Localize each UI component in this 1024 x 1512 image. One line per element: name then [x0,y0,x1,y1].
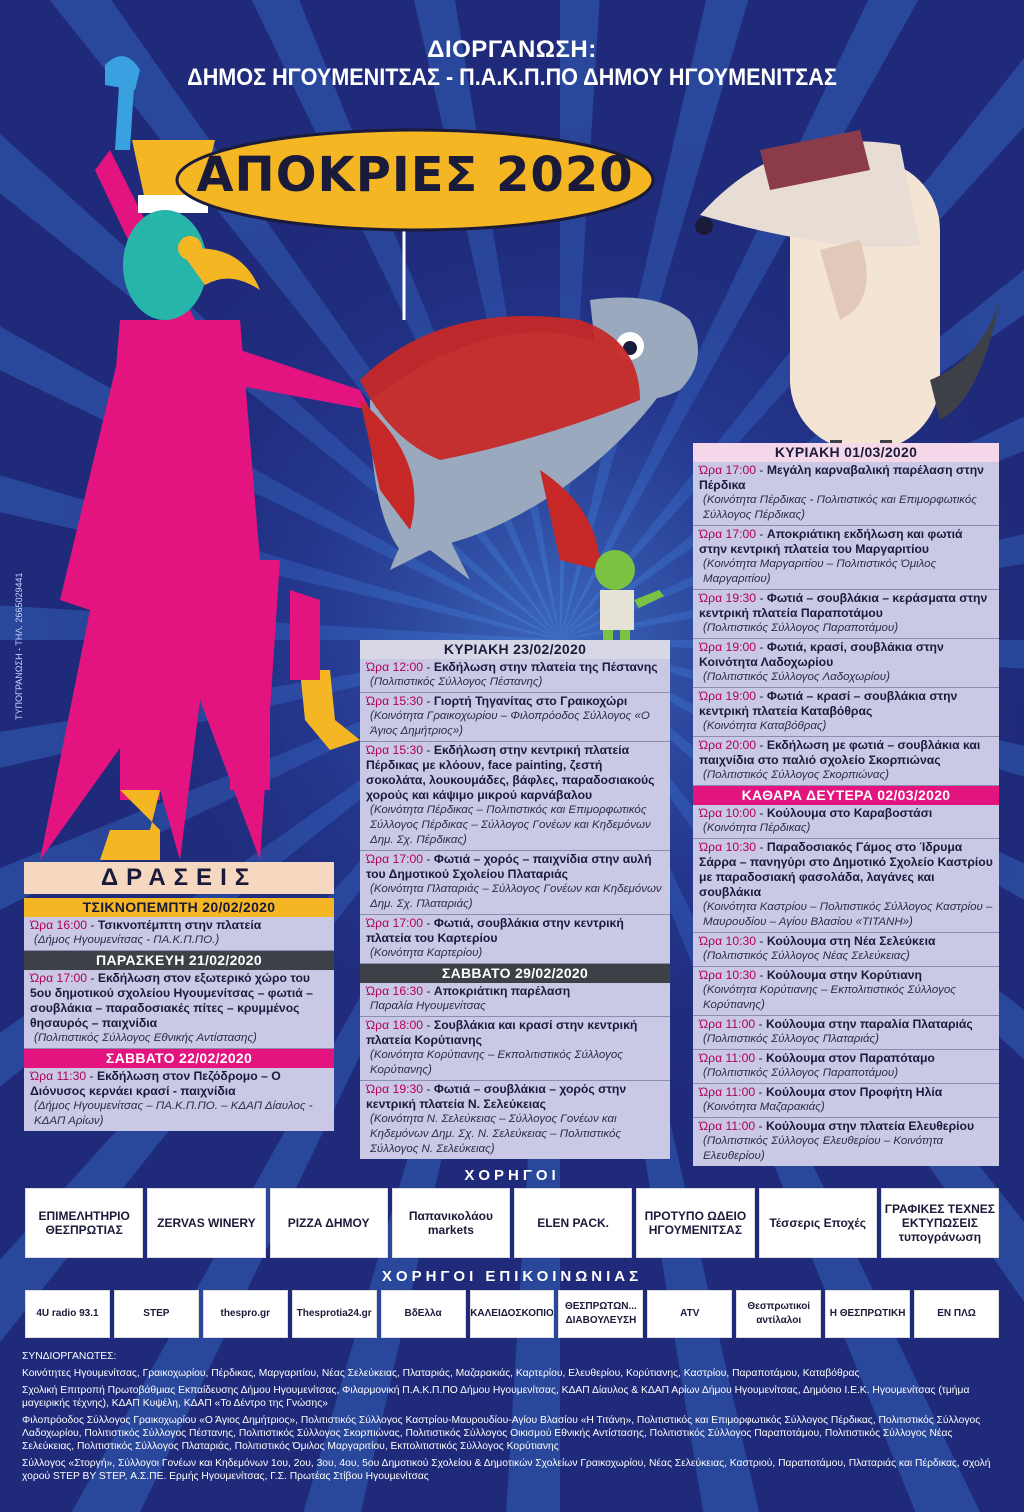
event-organizer: (Πολιτιστικός Σύλλογος Λαδοχωρίου) [703,671,890,683]
event-line: Ώρα 15:30 - Εκδήλωση στην κεντρική πλατεία Πέρδικας με κλόουν, face painting, ζεστή σοκολάτα, λουκουμάδες, βάφλες, παραδοσιακούς χορούς και κάψιμο μικρού καρνάβαλου [366,743,655,802]
event-organizer: (Πολιτιστικός Σύλλογος Ελευθερίου – Κοινότητα Ελευθερίου) [703,1135,944,1162]
sponsor-logo: Η ΘΕΣΠΡΩΤΙΚΗ [825,1290,910,1338]
event-text: Εκδήλωση στον εξωτερικό χώρο του 5ου δημοτικού σχολείου Ηγουμενίτσας – φωτιά – σουβλάκια – παραδοσιακές πίτες – κρυμμένος θησαυρός – παιχνίδια [30,971,313,1030]
event-text: Φωτιά, κρασί, σουβλάκια στην Κοινότητα Λαδοχωρίου [699,640,944,669]
event-organizer: (Κοινότητα Πέρδικας) [703,822,811,834]
event-item [693,526,999,590]
coorganizer-paragraph: Σχολική Επιτροπή Πρωτοβάθμιας Εκπαίδευσης Δήμου Ηγουμενίτσας, Φιλαρμονική Π.Α.Κ.Π.ΠΟ Δήμου Ηγουμενίτσας, ΚΔΑΠ Δίαυλος & ΚΔΑΠ Αρίων Δήμου Ηγουμενίτσας, Δημόσιο Ι.Ε.Κ. Ηγουμενίτσας (τμήμα μαγειρικής τέχνης), ΚΔΑΠ Κυψέλη, ΚΔΑΠ «Το Δέντρο της Γνώσης» [22,1385,970,1409]
sponsor-logo: ZERVAS WINERY [147,1188,265,1258]
event-item [693,688,999,737]
event-text: Κούλουμα στην Κορύτιανη [766,968,922,982]
event-item [360,983,670,1017]
middle-events-panel [360,640,670,1159]
event-line: Ώρα 11:00 - Κούλουμα στην παραλία Πλαταριάς [699,1017,973,1031]
coorganizer-paragraph: Σύλλογος «Στοργή», Σύλλογοι Γονέων και Κηδεμόνων 1ου, 2ου, 3ου, 4ου, 5ου Δημοτικού Σχολείου & Δημοτικών Σχολείων Γραικοχωρίου, Νέας Σελεύκειας, Καστριού, Παραποτάμου, Πλαταριάς και Πέρδικας, σχολή χορού STEP BY STEP, Α.Σ.ΠΕ. Ερμής Ηγουμενίτσας, Γ.Σ. Πρωτέας Στίβου Ηγουμενίτσας [22,1458,991,1482]
event-organizer: (Κοινότητα Πέρδικας - Πολιτιστικός και Επιμορφωτικός Σύλλογος Πέρδικας) [703,494,977,521]
event-item [693,839,999,933]
event-line: Ώρα 15:30 - Γιορτή Τηγανίτας στο Γραικοχώρι [366,694,628,708]
event-item [24,1068,334,1131]
event-line: Ώρα 11:00 - Κούλουμα στον Προφήτη Ηλία [699,1085,943,1099]
event-time: Ώρα 17:00 [366,852,424,866]
event-organizer: (Κοινότητα Μαζαρακιάς) [703,1101,825,1113]
sponsor-logo: PIZZA ΔΗΜΟΥ [270,1188,388,1258]
event-line: Ώρα 12:00 - Εκδήλωση στην πλατεία της Πέστανης [366,660,658,674]
sponsor-logo: ATV [647,1290,732,1338]
event-organizer: (Κοινότητα Καταβόθρας) [703,720,827,732]
day-header: ΣΑΒΒΑΤΟ 22/02/2020 [24,1049,334,1068]
event-line: Ώρα 10:30 - Κούλουμα στη Νέα Σελεύκεια [699,934,936,948]
event-item [360,1017,670,1081]
event-organizer: (Κοινότητα Καρτερίου) [370,947,483,959]
event-time: Ώρα 17:00 [699,527,757,541]
left-events-panel [24,898,334,1131]
coorganizer-paragraph: Φιλοπρόοδος Σύλλογος Γραικοχωρίου «Ο Άγιος Δημήτριος», Πολιτιστικός Σύλλογος Καστρίου-Μαυρουδίου-Αγίου Βλασίου «Η Τιτάνη», Πολιτιστικός και Επιμορφωτικός Σύλλογος Πέρδικας, Πολιτιστικός Σύλλογος Λαδοχωρίου, Πολιτιστικός Σύλλογος Πέστανης, Πολιτιστικός Σύλλογος Σκορπιώνας, Πολιτιστικός Σύλλογος Οικισμού Εθνικής Αντίστασης, Πολιτιστικός Σύλλογος Παραποτάμου, Πολιτιστικός Σύλλογος Νέας Σελεύκειας, Πολιτιστικός Σύλλογος Πλαταριάς, Πολιτιστικός Όμιλος Μαργαριτίου, Εκπολιτιστικός Σύλλογος Κορύτιανης [22,1415,981,1452]
event-time: Ώρα 11:00 [699,1051,756,1065]
event-time: Ώρα 19:30 [699,591,757,605]
title-bubble [170,125,660,235]
event-organizer: (Κοινότητα Ν. Σελεύκειας – Σύλλογος Γονέων και Κηδεμόνων Δημ. Σχ. Ν. Σελεύκειας – Πολιτιστικός Σύλλογος Ν. Σελεύκειας) [370,1113,621,1155]
right-events-panel [693,443,999,1166]
event-text: Μεγάλη καρναβαλική παρέλαση στην Πέρδικα [699,463,984,492]
sponsor-logos [25,1188,999,1258]
event-line: Ώρα 11:00 - Κούλουμα στον Παραπόταμο [699,1051,935,1065]
event-line: Ώρα 19:00 - Φωτιά – κρασί – σουβλάκια στην κεντρική πλατεία Καταβόθρας [699,689,958,718]
sponsor-logo: thespro.gr [203,1290,288,1338]
event-item [693,590,999,639]
event-item [360,659,670,693]
sponsor-logo: STEP [114,1290,199,1338]
event-time: Ώρα 15:30 [366,743,424,757]
sponsor-logo: ELEN PACK. [514,1188,632,1258]
event-line: Ώρα 17:00 - Φωτιά – χορός – παιχνίδια στην αυλή του Δημοτικού Σχολείου Πλαταριάς [366,852,652,881]
event-text: Κούλουμα στην παραλία Πλαταριάς [765,1017,973,1031]
event-line: Ώρα 16:30 - Αποκριάτικη παρέλαση [366,984,571,998]
media-sponsors-title: ΧΟΡΗΓΟΙ ΕΠΙΚΟΙΝΩΝΙΑΣ [381,1268,643,1285]
event-text: Εκδήλωση στην πλατεία της Πέστανης [433,660,658,674]
event-time: Ώρα 17:00 [699,463,757,477]
organizer-label: ΔΙΟΡΓΑΝΩΣΗ: [427,36,597,63]
sponsor-logo: ΚΑΛΕΙΔΟΣΚΟΠΙΟ [470,1290,555,1338]
event-time: Ώρα 17:00 [30,971,88,985]
event-item [693,933,999,967]
event-item [693,1016,999,1050]
event-organizer: (Κοινότητα Γραικοχωρίου – Φιλοπρόοδος Σύλλογος «Ο Άγιος Δημήτριος») [370,710,650,737]
event-time: Ώρα 17:00 [366,916,424,930]
event-organizer: (Πολιτιστικός Σύλλογος Εθνικής Αντίστασης) [34,1032,257,1044]
organizer-name: ΔΗΜΟΣ ΗΓΟΥΜΕΝΙΤΣΑΣ - Π.Α.Κ.Π.ΠΟ ΔΗΜΟΥ ΗΓΟΥΜΕΝΙΤΣΑΣ [187,64,837,91]
event-item [24,917,334,951]
draseis-heading: ΔΡΑΣΕΙΣ [24,862,334,894]
event-text: Γιορτή Τηγανίτας στο Γραικοχώρι [433,694,628,708]
event-organizer: (Δήμος Ηγουμενίτσας – ΠΑ.Κ.Π.ΠΟ. – ΚΔΑΠ Δίαυλος - ΚΔΑΠ Αρίων) [34,1100,313,1127]
event-line: Ώρα 17:00 - Εκδήλωση στον εξωτερικό χώρο του 5ου δημοτικού σχολείου Ηγουμενίτσας – φωτιά – σουβλάκια – παραδοσιακές πίτες – κρυμμένος θησαυρός – παιχνίδια [30,971,313,1030]
event-time: Ώρα 10:30 [699,934,757,948]
event-text: Εκδήλωση με φωτιά – σουβλάκια και παιχνίδια στο παλιό σχολείο Σκορπιώνας [699,738,981,767]
day-header: ΣΑΒΒΑΤΟ 29/02/2020 [360,964,670,983]
event-time: Ώρα 12:00 [366,660,424,674]
event-line: Ώρα 19:00 - Φωτιά, κρασί, σουβλάκια στην Κοινότητα Λαδοχωρίου [699,640,944,669]
event-text: Κούλουμα στον Προφήτη Ηλία [765,1085,943,1099]
event-item [693,462,999,526]
event-organizer: (Κοινότητα Πέρδικας – Πολιτιστικός και Επιμορφωτικός Σύλλογος Πέρδικας – Σύλλογος Γονέων και Κηδεμόνων Δημ. Σχ. Πέρδικας) [370,804,651,846]
event-line: Ώρα 17:00 - Αποκριάτικη εκδήλωση και φωτιά στην κεντρική πλατεία του Μαργαριτίου [699,527,963,556]
event-line: Ώρα 17:00 - Μεγάλη καρναβαλική παρέλαση στην Πέρδικα [699,463,984,492]
sponsor-logo: Θεσπρωτικοί αντίλαλοι [736,1290,821,1338]
event-organizer: (Πολιτιστικός Σύλλογος Πέστανης) [370,676,543,688]
event-line: Ώρα 11:00 - Κούλουμα στην πλατεία Ελευθερίου [699,1119,975,1133]
event-text: Εκδήλωση στην κεντρική πλατεία Πέρδικας με κλόουν, face painting, ζεστή σοκολάτα, λουκουμάδες, βάφλες, παραδοσιακούς χορούς και κάψιμο μικρού καρνάβαλου [366,743,655,802]
event-item [693,805,999,839]
media-sponsor-logos [25,1290,999,1338]
coorganizer-paragraph: Κοινότητες Ηγουμενίτσας, Γραικοχωρίου, Πέρδικας, Μαργαριτίου, Νέας Σελεύκειας, Πλαταριάς, Μαζαρακιάς, Καρτερίου, Ελευθερίου, Κορύτιανης, Καστρίου, Παραποτάμου, Καταβόθρας [22,1368,860,1379]
event-text: Φωτιά – κρασί – σουβλάκια στην κεντρική πλατεία Καταβόθρας [699,689,958,718]
event-line: Ώρα 19:30 - Φωτιά – σουβλάκια – κεράσματα στην κεντρική πλατεία Παραποτάμου [699,591,988,620]
sponsor-logo: ΒδΕλλα [381,1290,466,1338]
event-text: Αποκριάτικη εκδήλωση και φωτιά στην κεντρική πλατεία του Μαργαριτίου [699,527,963,556]
event-text: Φωτιά – χορός – παιχνίδια στην αυλή του Δημοτικού Σχολείου Πλαταριάς [366,852,652,881]
day-header: ΤΣΙΚΝΟΠΕΜΠΤΗ 20/02/2020 [24,898,334,917]
event-line: Ώρα 10:30 - Παραδοσιακός Γάμος στο Ίδρυμα Σάρρα – πανηγύρι στο Δημοτικό Σχολείο Καστρίου με παραδοσιακή φασολάδα, λαγάνες και σουβλάκια [699,840,993,899]
event-item [693,737,999,786]
event-line: Ώρα 19:30 - Φωτιά – σουβλάκια – χορός στην κεντρική πλατεία Ν. Σελεύκειας [366,1082,627,1111]
event-organizer: Παραλία Ηγουμενίτσας [370,1000,486,1012]
event-line: Ώρα 18:00 - Σουβλάκια και κρασί στην κεντρική πλατεία Κορύτιανης [366,1018,638,1047]
event-organizer: (Δήμος Ηγουμενίτσας - ΠΑ.Κ.Π.ΠΟ.) [34,934,220,946]
event-time: Ώρα 16:30 [366,984,424,998]
event-text: Κούλουμα στην πλατεία Ελευθερίου [765,1119,975,1133]
sponsor-logo: ΘΕΣΠΡΩΤΩΝ... ΔΙΑΒΟΥΛΕΥΣΗ [558,1290,643,1338]
event-time: Ώρα 19:00 [699,689,757,703]
sponsor-logo: ΕΝ ΠΛΩ [914,1290,999,1338]
event-text: Φωτιά, σουβλάκια στην κεντρική πλατεία του Καρτερίου [366,916,624,945]
event-text: Τσικνοπέμπτη στην πλατεία [97,918,262,932]
event-item [693,1050,999,1084]
event-line: Ώρα 20:00 - Εκδήλωση με φωτιά – σουβλάκια και παιχνίδια στο παλιό σχολείο Σκορπιώνας [699,738,981,767]
event-text: Κούλουμα στον Παραπόταμο [765,1051,935,1065]
event-text: Κούλουμα στη Νέα Σελεύκεια [766,934,936,948]
sponsor-logo: ΠΡΟΤΥΠΟ ΩΔΕΙΟ ΗΓΟΥΜΕΝΙΤΣΑΣ [636,1188,754,1258]
event-time: Ώρα 10:00 [699,806,757,820]
event-line: Ώρα 17:00 - Φωτιά, σουβλάκια στην κεντρική πλατεία του Καρτερίου [366,916,624,945]
event-item [693,1118,999,1166]
event-time: Ώρα 10:30 [699,840,757,854]
event-text: Αποκριάτικη παρέλαση [433,984,571,998]
event-text: Σουβλάκια και κρασί στην κεντρική πλατεία Κορύτιανης [366,1018,638,1047]
event-time: Ώρα 16:00 [30,918,88,932]
event-organizer: (Κοινότητα Κορύτιανης – Εκπολιτιστικός Σύλλογος Κορύτιανης) [370,1049,623,1076]
event-item [360,851,670,915]
sponsor-logo: ΕΠΙΜΕΛΗΤΗΡΙΟ ΘΕΣΠΡΩΤΙΑΣ [25,1188,143,1258]
event-item [24,970,334,1049]
event-organizer: (Κοινότητα Μαργαριτίου – Πολιτιστικός Όμιλος Μαργαριτίου) [703,558,937,585]
event-time: Ώρα 19:30 [366,1082,424,1096]
event-item [360,1081,670,1159]
sponsor-logo: 4U radio 93.1 [25,1290,110,1338]
event-text: Φωτιά – σουβλάκια – κεράσματα στην κεντρική πλατεία Παραποτάμου [699,591,988,620]
event-line: Ώρα 10:00 - Κούλουμα στο Καραβοστάσι [699,806,933,820]
sponsor-logo: Τέσσερις Εποχές [759,1188,877,1258]
event-organizer: (Πολιτιστικός Σύλλογος Παραποτάμου) [703,622,899,634]
sponsor-logo: Παπανικολάου markets [392,1188,510,1258]
day-header: ΚΥΡΙΑΚΗ 01/03/2020 [693,443,999,462]
page-title: ΑΠΟΚΡΙΕΣ 2020 [196,147,634,203]
event-item [360,915,670,964]
side-credit: ΤΥΠΟΓΡΑΝΩΣΗ - ΤΗΛ. 2665029441 [14,572,24,720]
day-header: ΠΑΡΑΣΚΕΥΗ 21/02/2020 [24,951,334,970]
event-text: Φωτιά – σουβλάκια – χορός στην κεντρική πλατεία Ν. Σελεύκειας [366,1082,627,1111]
event-line: Ώρα 10:30 - Κούλουμα στην Κορύτιανη [699,968,922,982]
event-time: Ώρα 11:30 [30,1069,87,1083]
event-organizer: (Πολιτιστικός Σύλλογος Παραποτάμου) [703,1067,899,1079]
sponsor-logo: ΓΡΑΦΙΚΕΣ ΤΕΧΝΕΣ ΕΚΤΥΠΩΣΕΙΣ τυπογράνωση [881,1188,999,1258]
day-header: ΚΥΡΙΑΚΗ 23/02/2020 [360,640,670,659]
event-organizer: (Κοινότητα Πλαταριάς – Σύλλογος Γονέων και Κηδεμόνων Δημ. Σχ. Πλαταριάς) [370,883,662,910]
event-organizer: (Πολιτιστικός Σύλλογος Νέας Σελεύκειας) [703,950,910,962]
event-item [360,742,670,851]
event-line: Ώρα 11:30 - Εκδήλωση στον Πεζόδρομο – Ο Διόνυσος κερνάει κρασί - παιχνίδια [30,1069,281,1098]
event-text: Εκδήλωση στον Πεζόδρομο – Ο Διόνυσος κερνάει κρασί - παιχνίδια [30,1069,281,1098]
event-organizer: (Πολιτιστικός Σύλλογος Πλαταριάς) [703,1033,879,1045]
day-header: ΚΑΘΑΡΑ ΔΕΥΤΕΡΑ 02/03/2020 [693,786,999,805]
event-time: Ώρα 19:00 [699,640,757,654]
event-text: Κούλουμα στο Καραβοστάσι [766,806,933,820]
event-item [693,639,999,688]
event-item [360,693,670,742]
event-time: Ώρα 10:30 [699,968,757,982]
sponsors-title: ΧΟΡΗΓΟΙ [464,1167,560,1184]
coorganizer-paragraph: ΣΥΝΔΙΟΡΓΑΝΩΤΕΣ: [22,1351,117,1362]
event-item [693,1084,999,1118]
event-time: Ώρα 15:30 [366,694,424,708]
event-organizer: (Πολιτιστικός Σύλλογος Σκορπιώνας) [703,769,889,781]
coorganizers [22,1350,1002,1487]
event-time: Ώρα 11:00 [699,1017,756,1031]
event-time: Ώρα 11:00 [699,1085,756,1099]
event-organizer: (Κοινότητα Καστρίου – Πολιτιστικός Σύλλογος Καστρίου – Μαυρουδίου – Αγίου Βλασίου «ΤΙΤΑΝΗ») [703,901,993,928]
event-time: Ώρα 20:00 [699,738,757,752]
event-time: Ώρα 18:00 [366,1018,424,1032]
event-line: Ώρα 16:00 - Τσικνοπέμπτη στην πλατεία [30,918,262,932]
sponsor-logo: Thesprotia24.gr [292,1290,377,1338]
event-time: Ώρα 11:00 [699,1119,756,1133]
event-text: Παραδοσιακός Γάμος στο Ίδρυμα Σάρρα – πανηγύρι στο Δημοτικό Σχολείο Καστρίου με παραδοσιακή φασολάδα, λαγάνες και σουβλάκια [699,840,993,899]
event-organizer: (Κοινότητα Κορύτιανης – Εκπολιτιστικός Σύλλογος Κορύτιανης) [703,984,956,1011]
event-item [693,967,999,1016]
